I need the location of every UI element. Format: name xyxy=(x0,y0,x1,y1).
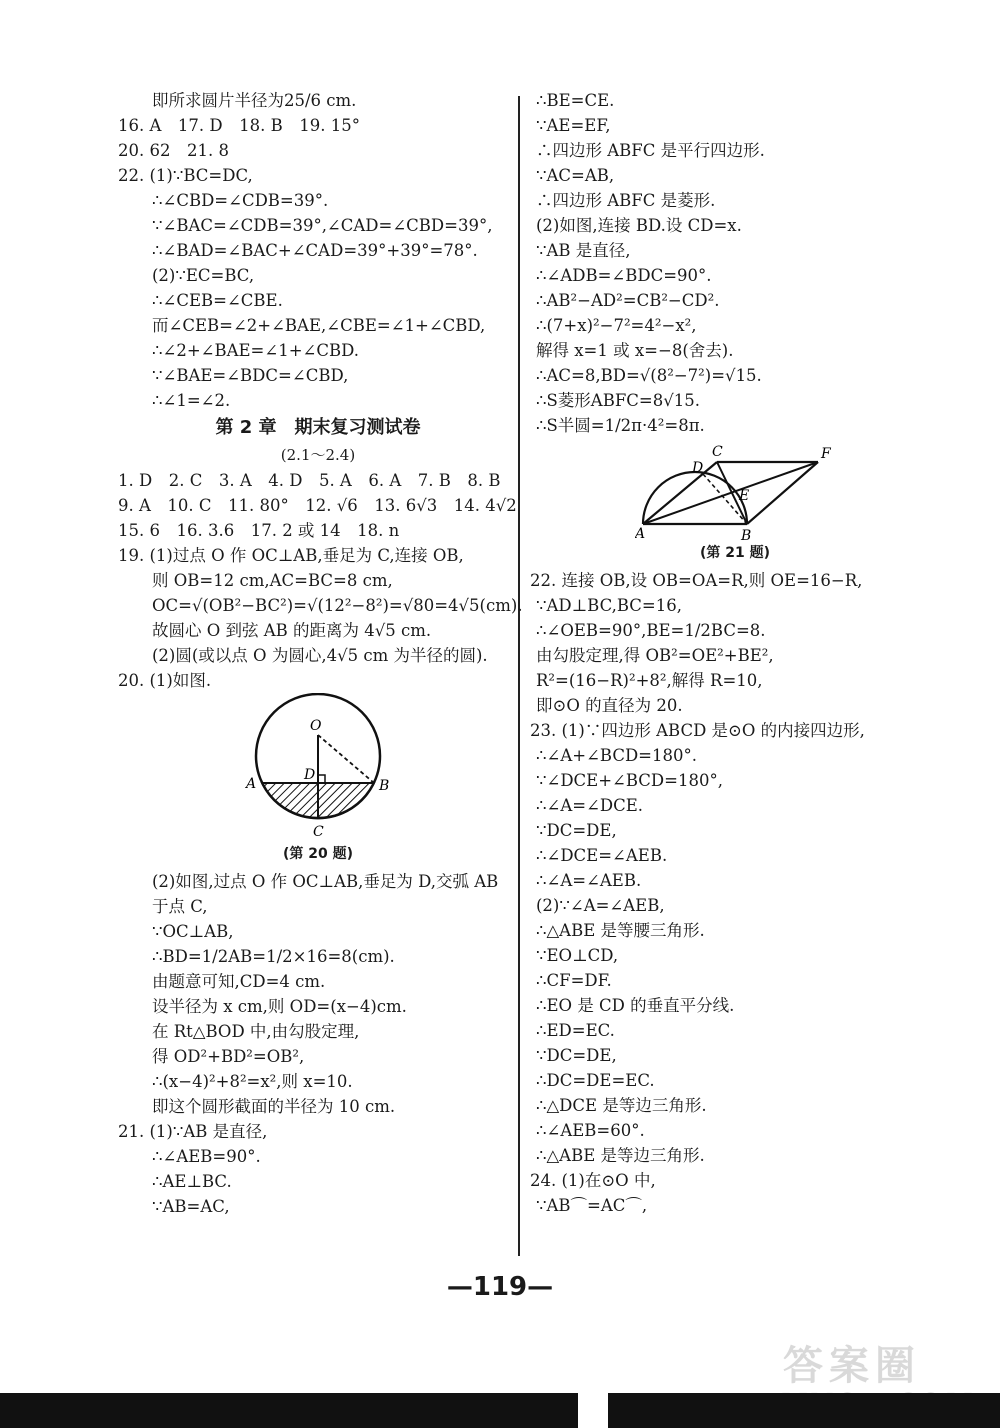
answer-line: ∴∠CEB=∠CBE. xyxy=(152,291,283,310)
answer-line: ∵∠BAE=∠BDC=∠CBD, xyxy=(152,366,349,385)
page-number: —119— xyxy=(446,1272,554,1302)
figure-20-caption: (第 20 题) xyxy=(282,846,354,862)
label-a: A xyxy=(246,776,257,792)
answer-line: ∴∠ADB=∠BDC=90°. xyxy=(536,266,712,285)
answer-line: ∴AC=8,BD=√(8²−7²)=√15. xyxy=(536,366,762,385)
answer-line: 23. (1)∵四边形 ABCD 是⊙O 的内接四边形, xyxy=(530,721,865,740)
answer-line: 即这个圆形截面的半径为 10 cm. xyxy=(152,1097,396,1116)
answer-line: ∴BD=1/2AB=1/2×16=8(cm). xyxy=(152,947,395,966)
label-c: C xyxy=(313,824,324,840)
answer-line: 设半径为 x cm,则 OD=(x−4)cm. xyxy=(152,997,407,1016)
answer-line: ∴DC=DE=EC. xyxy=(536,1071,655,1090)
right-column xyxy=(530,88,940,1218)
answer-line: 21. (1)∵AB 是直径, xyxy=(118,1122,268,1141)
answer-line: ∴∠A=∠DCE. xyxy=(536,796,644,815)
answer-line: ∴(x−4)²+8²=x²,则 x=10. xyxy=(152,1072,353,1091)
label-e: E xyxy=(739,488,750,504)
answer-line: ∴∠A+∠BCD=180°. xyxy=(536,746,697,765)
answer-line: 22. 连接 OB,设 OB=OA=R,则 OE=16−R, xyxy=(530,571,863,590)
answer-line: ∵DC=DE, xyxy=(536,1046,617,1065)
answer-line: (2)圆(或以点 O 为圆心,4√5 cm 为半径的圆). xyxy=(152,646,488,665)
answer-line: 19. (1)过点 O 作 OC⊥AB,垂足为 C,连接 OB, xyxy=(118,546,464,565)
answer-line: ∴∠CBD=∠CDB=39°. xyxy=(152,191,329,210)
right-angle-mark xyxy=(318,775,325,783)
answer-line: ∴四边形 ABFC 是菱形. xyxy=(536,191,716,210)
answer-line: ∴AB²−AD²=CB²−CD². xyxy=(536,291,720,310)
answer-line: ∵AE=EF, xyxy=(536,116,611,135)
label-d: D xyxy=(304,767,316,783)
answer-line: 20. 62 21. 8 xyxy=(118,141,229,160)
answer-line: ∵AB 是直径, xyxy=(536,241,631,260)
answer-line: ∴∠2+∠BAE=∠1+∠CBD. xyxy=(152,341,359,360)
left-column xyxy=(118,88,523,1219)
answer-line: OC=√(OB²−BC²)=√(12²−8²)=√80=4√5(cm). xyxy=(152,596,523,615)
chapter-subheading: (2.1～2.4) xyxy=(280,446,356,464)
rhombus-diagram xyxy=(635,442,835,542)
answer-line: (2)如图,连接 BD.设 CD=x. xyxy=(536,216,742,235)
answer-line: 即所求圆片半径为25/6 cm. xyxy=(152,91,357,110)
answer-line: ∴(7+x)²−7²=4²−x², xyxy=(536,316,697,335)
label-f: F xyxy=(821,446,831,462)
answer-line: 故圆心 O 到弦 AB 的距离为 4√5 cm. xyxy=(152,621,432,640)
answer-line: 得 OD²+BD²=OB², xyxy=(152,1047,305,1066)
column-divider xyxy=(518,96,520,1256)
answer-line: 即⊙O 的直径为 20. xyxy=(536,696,683,715)
answer-line: 1. D 2. C 3. A 4. D 5. A 6. A 7. B 8. B xyxy=(118,471,501,490)
answer-line: 而∠CEB=∠2+∠BAE,∠CBE=∠1+∠CBD, xyxy=(152,316,486,335)
answer-line: 15. 6 16. 3.6 17. 2 或 14 18. n xyxy=(118,521,400,540)
scan-edge-band xyxy=(0,1393,1000,1428)
chapter-heading: 第 2 章 期末复习测试卷 xyxy=(215,417,421,438)
circle-diagram xyxy=(238,693,398,843)
answer-line: 在 Rt△BOD 中,由勾股定理, xyxy=(152,1022,360,1041)
segment-af xyxy=(643,462,818,524)
answer-line: ∵∠DCE+∠BCD=180°, xyxy=(536,771,723,790)
label-o: O xyxy=(310,718,322,734)
answer-line: 于点 C, xyxy=(152,897,208,916)
answer-line: ∴AE⊥BC. xyxy=(152,1172,232,1191)
answer-line: ∵EO⊥CD, xyxy=(536,946,619,965)
answer-line: ∴EO 是 CD 的垂直平分线. xyxy=(536,996,735,1015)
answer-line: (2)∵∠A=∠AEB, xyxy=(536,896,665,915)
answer-line: ∵AB⌒=AC⌒, xyxy=(536,1196,648,1215)
answer-line: ∴△DCE 是等边三角形. xyxy=(536,1096,707,1115)
answer-line: ∴∠AEB=90°. xyxy=(152,1147,261,1166)
label-a: A xyxy=(635,526,646,542)
answer-line: ∵∠BAC=∠CDB=39°,∠CAD=∠CBD=39°, xyxy=(152,216,493,235)
answer-line: 9. A 10. C 11. 80° 12. √6 13. 6√3 14. 4√2 xyxy=(118,496,517,515)
answer-line: (2)如图,过点 O 作 OC⊥AB,垂足为 D,交弧 AB xyxy=(152,872,499,891)
answer-line: ∴∠BAD=∠BAC+∠CAD=39°+39°=78°. xyxy=(152,241,478,260)
answer-line: ∴S菱形ABFC=8√15. xyxy=(536,391,700,410)
answer-line: ∴BE=CE. xyxy=(536,91,615,110)
answer-line: 24. (1)在⊙O 中, xyxy=(530,1171,656,1190)
answer-line: ∴∠OEB=90°,BE=1/2BC=8. xyxy=(536,621,766,640)
answer-line: ∴S半圆=1/2π·4²=8π. xyxy=(536,416,705,435)
answer-line: ∴∠A=∠AEB. xyxy=(536,871,642,890)
answer-line: 20. (1)如图. xyxy=(118,671,212,690)
figure-21-caption: (第 21 题) xyxy=(699,545,771,561)
answer-line: 16. A 17. D 18. B 19. 15° xyxy=(118,116,360,135)
figure-20 xyxy=(118,693,518,843)
figure-21 xyxy=(530,442,940,542)
answer-line: R²=(16−R)²+8²,解得 R=10, xyxy=(536,671,763,690)
label-c: C xyxy=(712,444,723,460)
answer-line: 22. (1)∵BC=DC, xyxy=(118,166,253,185)
answer-line: ∴△ABE 是等边三角形. xyxy=(536,1146,705,1165)
answer-line: ∵DC=DE, xyxy=(536,821,617,840)
answer-line: 则 OB=12 cm,AC=BC=8 cm, xyxy=(152,571,393,590)
answer-line: 由勾股定理,得 OB²=OE²+BE², xyxy=(536,646,774,665)
answer-line: ∴∠1=∠2. xyxy=(152,391,231,410)
answer-line: ∵OC⊥AB, xyxy=(152,922,234,941)
label-b: B xyxy=(741,528,752,542)
answer-line: ∴四边形 ABFC 是平行四边形. xyxy=(536,141,765,160)
segment-bf xyxy=(747,462,818,524)
label-b: B xyxy=(379,778,390,794)
answer-line: ∵AD⊥BC,BC=16, xyxy=(536,596,682,615)
answer-line: ∵AC=AB, xyxy=(536,166,615,185)
answer-line: 由题意可知,CD=4 cm. xyxy=(152,972,326,991)
label-d: D xyxy=(692,460,704,476)
watermark-logo: 答案圈 xyxy=(783,1343,921,1389)
answer-line: ∴△ABE 是等腰三角形. xyxy=(536,921,705,940)
answer-line: ∵AB=AC, xyxy=(152,1197,230,1216)
answer-line: (2)∵EC=BC, xyxy=(152,266,255,285)
answer-line: ∴∠DCE=∠AEB. xyxy=(536,846,668,865)
line-ob xyxy=(318,735,374,783)
answer-line: ∴∠AEB=60°. xyxy=(536,1121,645,1140)
answer-line: ∴ED=EC. xyxy=(536,1021,615,1040)
answer-line: ∴CF=DF. xyxy=(536,971,612,990)
answer-line: 解得 x=1 或 x=−8(舍去). xyxy=(536,341,734,360)
scan-edge-notch xyxy=(578,1393,608,1428)
